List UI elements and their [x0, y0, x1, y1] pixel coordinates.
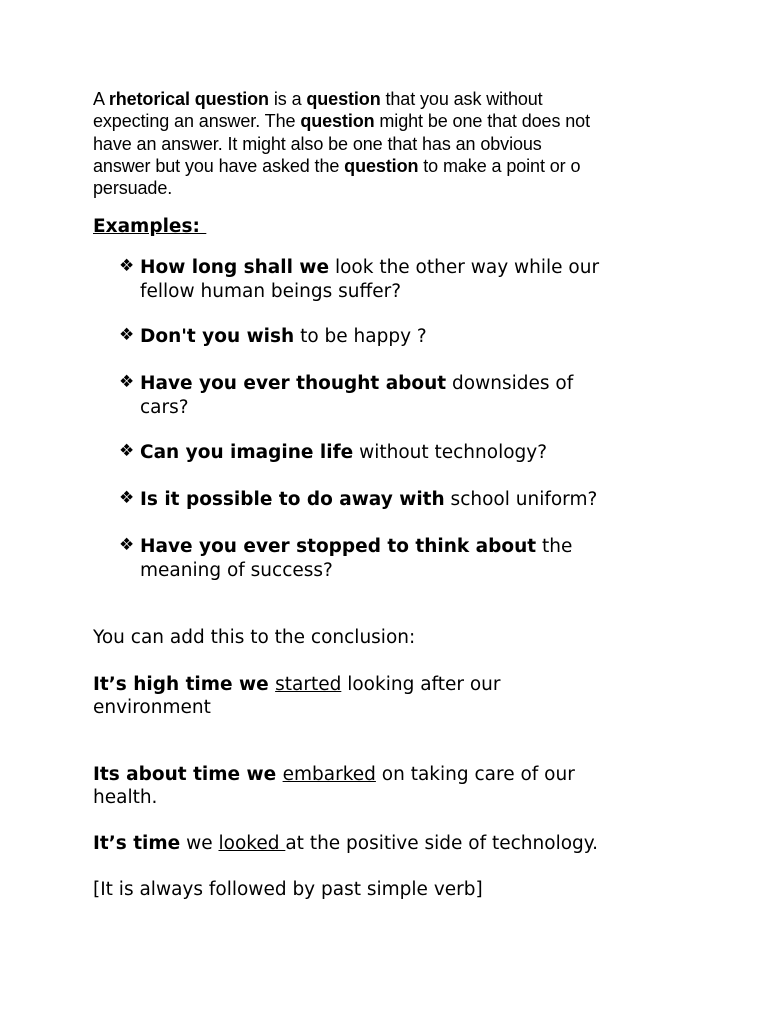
- text-run: downsides of: [446, 373, 574, 394]
- underlined-verb: looked: [218, 833, 286, 854]
- text-run: to make a point or o: [418, 155, 581, 176]
- text-run: look the other way while our: [329, 257, 600, 278]
- text-run: the: [536, 536, 573, 557]
- bold-phrase: Don't you wish: [140, 326, 295, 347]
- example-line: [140, 488, 679, 512]
- example-line: [140, 372, 679, 396]
- bold-phrase: Have you ever thought about: [140, 373, 447, 394]
- bold-phrase: It’s high time we: [93, 674, 276, 695]
- intro-line: have an answer. It might also be one that has an obvious: [93, 133, 542, 154]
- example-line: [140, 441, 679, 465]
- example-item: [119, 535, 679, 583]
- underlined-verb: started: [275, 674, 342, 695]
- example-item: [119, 372, 679, 420]
- example-line: fellow human beings suffer?: [140, 281, 402, 302]
- text-line: [It is always followed by past simple verb]: [93, 879, 483, 900]
- bold-phrase: Can you imagine life: [140, 442, 354, 463]
- intro-line: [93, 110, 693, 132]
- text-run: is a: [268, 89, 307, 109]
- text-run: without technology?: [353, 442, 548, 463]
- diamond-bullet-icon: ❖: [119, 488, 135, 508]
- phrase-started: [93, 673, 713, 719]
- bold-phrase: It’s time: [93, 833, 181, 854]
- text-line: environment: [93, 697, 211, 718]
- example-text: [119, 535, 679, 583]
- example-text: [119, 488, 679, 512]
- text-line: You can add this to the conclusion:: [93, 627, 416, 648]
- example-text: [119, 256, 679, 304]
- intro-line: [93, 155, 693, 177]
- text-run: looking after our: [341, 674, 501, 695]
- example-text: [119, 325, 679, 349]
- text-run: school uniform?: [444, 489, 598, 510]
- examples-heading: Examples:: [93, 216, 207, 237]
- text-run: at the positive side of technology.: [285, 833, 598, 854]
- phrase-looked: [93, 832, 713, 855]
- bold-term: question: [306, 89, 381, 109]
- example-line: cars?: [140, 397, 189, 418]
- example-line: [140, 256, 679, 280]
- intro-line: persuade.: [93, 178, 173, 199]
- text-run: might be one that does not: [374, 111, 590, 132]
- text-run: to be happy ?: [294, 326, 427, 347]
- bold-phrase: How long shall we: [140, 257, 330, 278]
- text-run: we: [180, 833, 219, 854]
- text-run: answer but you have asked the: [93, 155, 345, 176]
- diamond-bullet-icon: ❖: [119, 325, 135, 345]
- text-run: on taking care of our: [375, 764, 575, 785]
- text-run: expecting an answer. The: [93, 111, 301, 132]
- example-item: [119, 256, 679, 304]
- diamond-bullet-icon: ❖: [119, 535, 135, 555]
- example-text: [119, 441, 679, 465]
- example-item: [119, 325, 679, 349]
- diamond-bullet-icon: ❖: [119, 372, 135, 392]
- example-line: meaning of success?: [140, 560, 333, 581]
- phrase-embarked: [93, 763, 713, 809]
- conclusion-intro: [93, 626, 713, 649]
- bold-phrase: Have you ever stopped to think about: [140, 536, 537, 557]
- underlined-verb: embarked: [282, 764, 376, 785]
- intro-line: [93, 88, 693, 110]
- example-item: [119, 441, 679, 465]
- example-item: [119, 488, 679, 512]
- text-run: that you ask without: [380, 89, 543, 109]
- intro-paragraph: [93, 88, 693, 199]
- bold-term: question: [344, 155, 419, 176]
- bold-term: rhetorical question: [108, 89, 269, 109]
- example-text: [119, 372, 679, 420]
- grammar-note: [93, 878, 713, 901]
- example-line: [140, 535, 679, 559]
- text-line: [93, 832, 713, 855]
- example-line: [140, 325, 679, 349]
- text-line: [93, 673, 713, 696]
- text-run: A: [93, 89, 109, 109]
- diamond-bullet-icon: ❖: [119, 256, 135, 276]
- text-line: [93, 763, 713, 786]
- diamond-bullet-icon: ❖: [119, 441, 135, 461]
- bold-phrase: Its about time we: [93, 764, 283, 785]
- bold-phrase: Is it possible to do away with: [140, 489, 445, 510]
- text-line: health.: [93, 787, 158, 808]
- bold-term: question: [300, 111, 375, 132]
